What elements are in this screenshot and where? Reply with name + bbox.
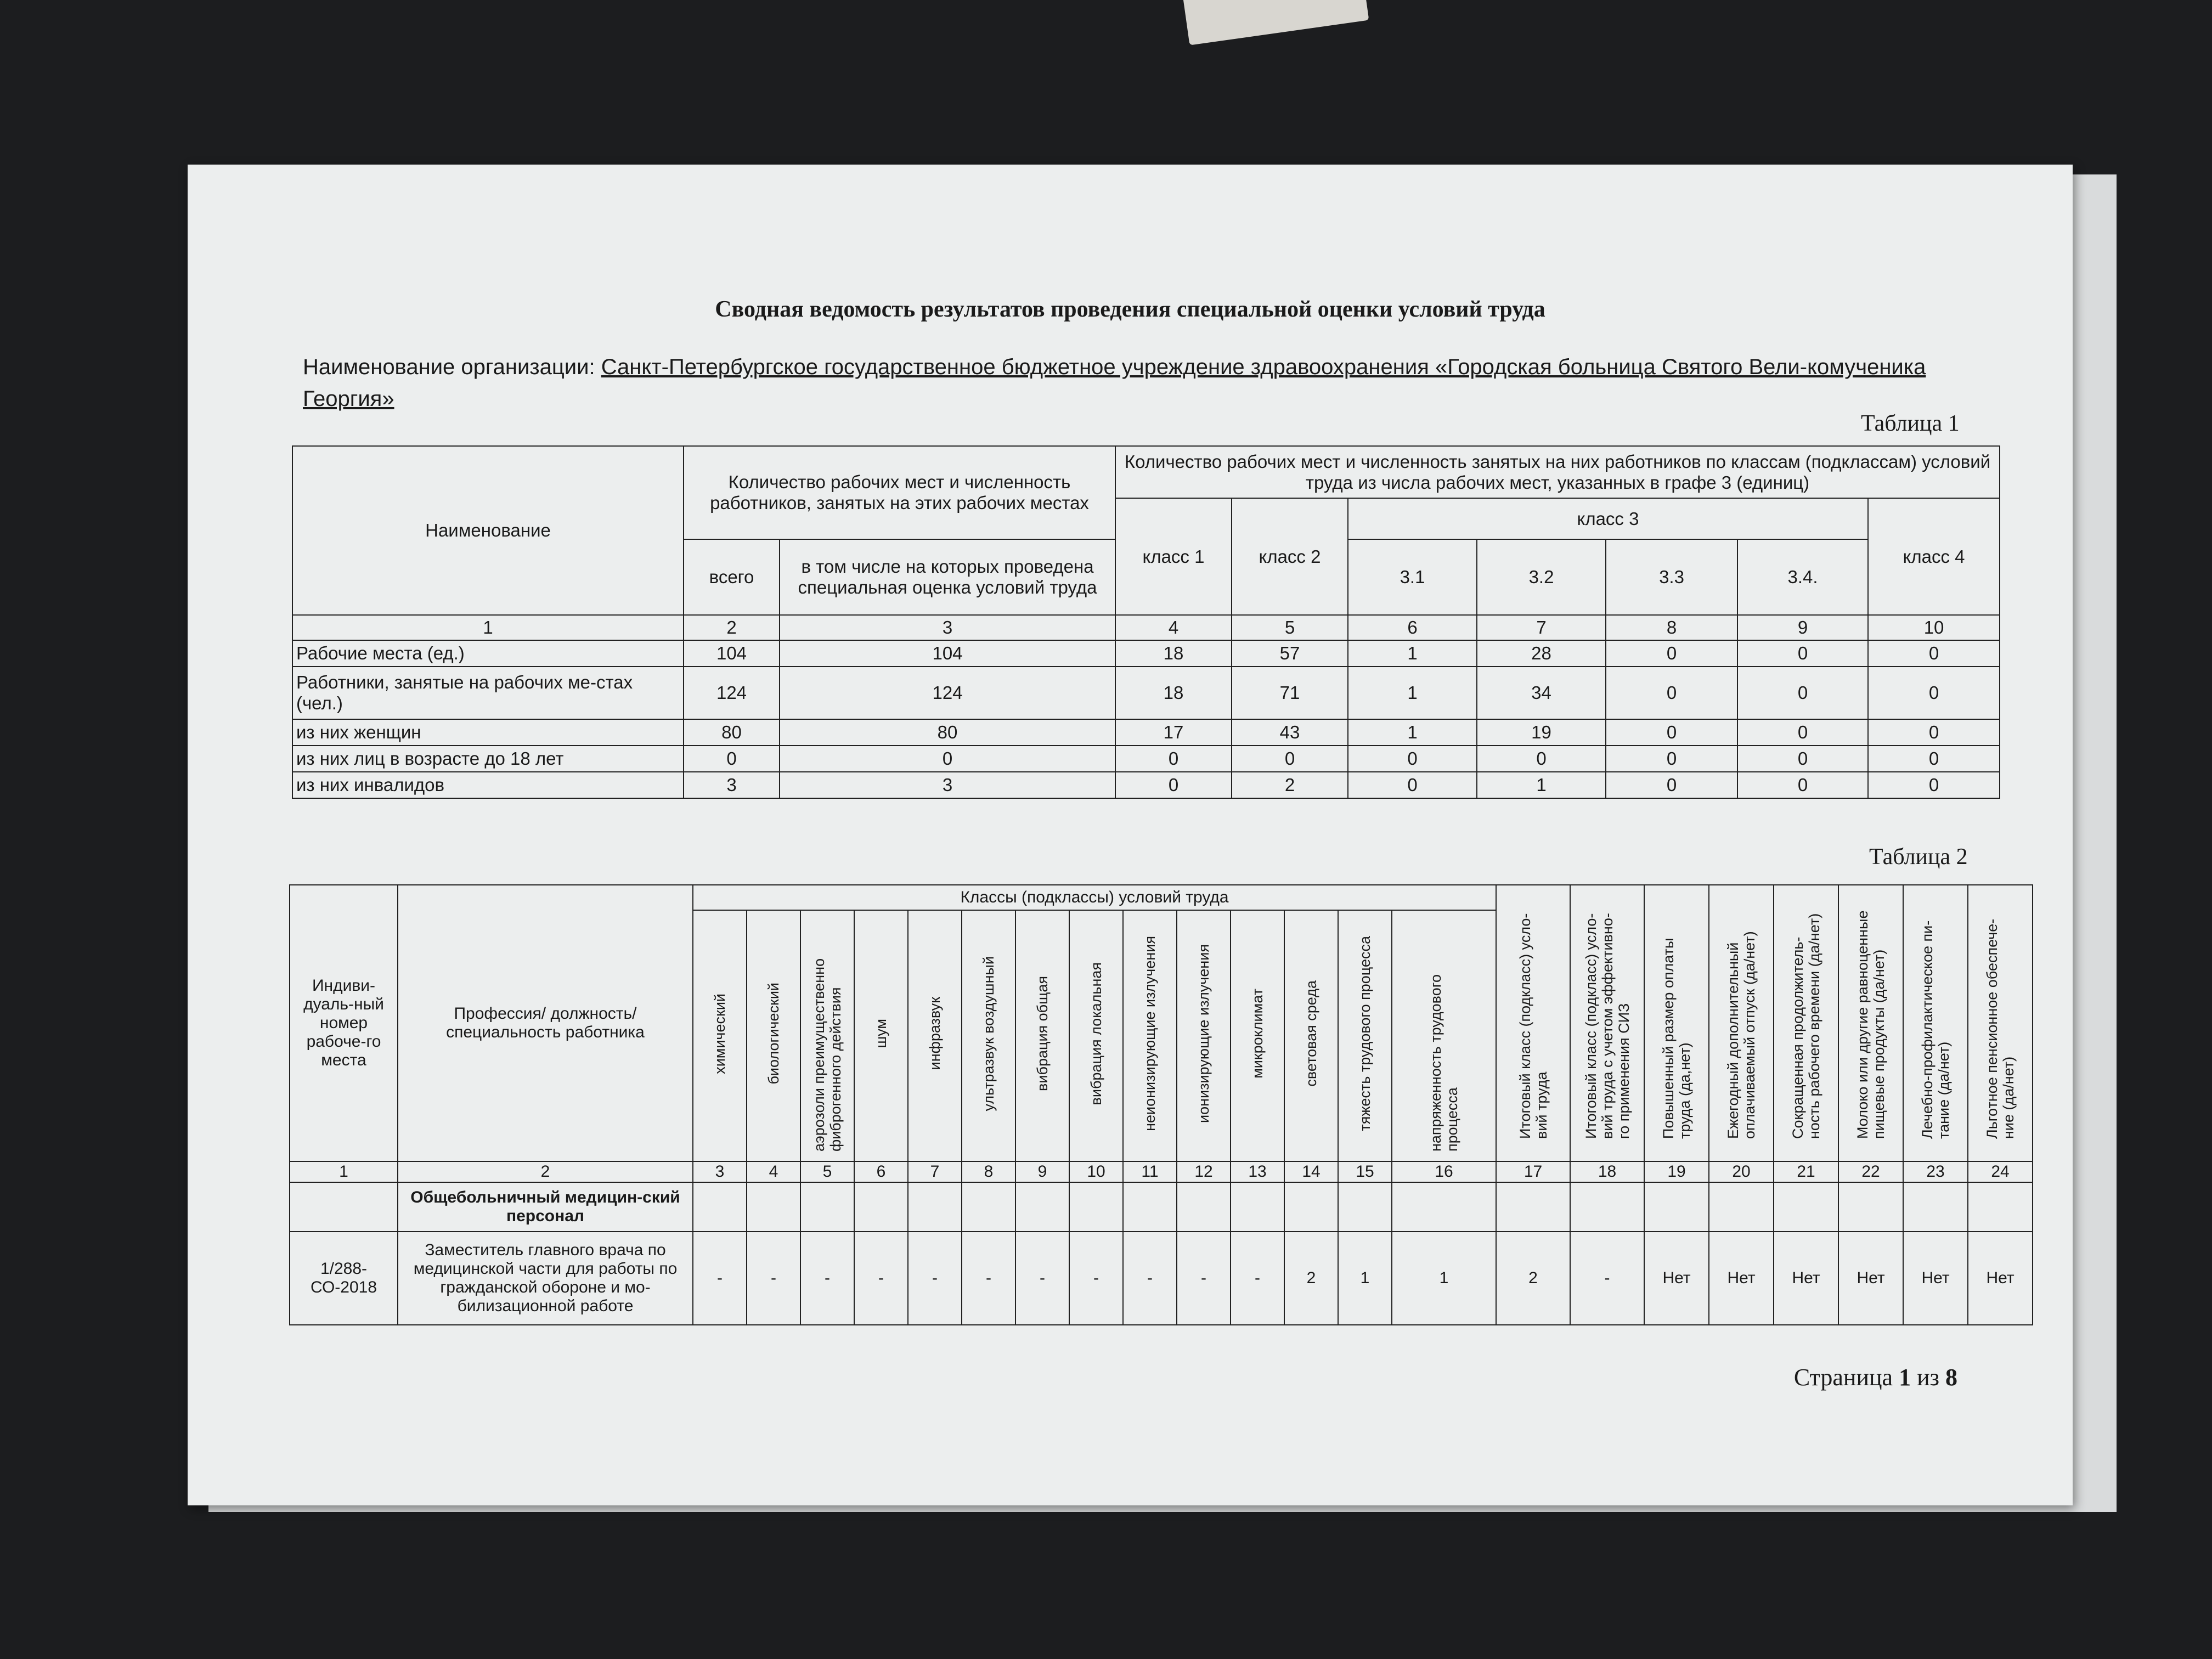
cell: 0 xyxy=(684,746,780,772)
cell: 0 xyxy=(1606,772,1737,798)
t2-colnum: 24 xyxy=(1968,1161,2033,1182)
cell: 0 xyxy=(1348,772,1477,798)
cell: 0 xyxy=(1737,667,1868,719)
t1-colnum: 10 xyxy=(1868,615,2000,640)
row-label: из них женщин xyxy=(292,719,684,746)
cell: 71 xyxy=(1232,667,1348,719)
t1-header-class2: класс 2 xyxy=(1232,498,1348,615)
cell: 0 xyxy=(1606,719,1737,746)
t2-header-id: Индиви-дуаль-ный номер рабоче-го места xyxy=(290,885,398,1161)
cell: 57 xyxy=(1232,640,1348,667)
t1-header-classes: Количество рабочих мест и численность занятых на них работников по классам (подклассам) условий труда из числа рабочих мест, указанных в графе 3 (единиц) xyxy=(1115,446,2000,498)
t1-colnum: 4 xyxy=(1115,615,1232,640)
document-page xyxy=(188,165,2073,1505)
t2-vheader: Повышенный размер оплаты труда (да,нет) xyxy=(1660,938,1694,1139)
table-row xyxy=(290,1232,2033,1325)
t2-colnum: 12 xyxy=(1177,1161,1231,1182)
cell: 0 xyxy=(1606,667,1737,719)
t2-vheader: микроклимат xyxy=(1249,989,1266,1079)
t2-vheader: Итоговый класс (подкласс) усло-вий труда с учетом эффективно-го применения СИЗ xyxy=(1582,913,1632,1139)
organization-line xyxy=(303,351,1982,415)
cell: 124 xyxy=(684,667,780,719)
t2-colnum: 11 xyxy=(1123,1161,1177,1182)
t1-header-3-2: 3.2 xyxy=(1477,539,1606,615)
cell: 0 xyxy=(1606,640,1737,667)
cell: - xyxy=(1177,1232,1231,1325)
t1-colnum: 8 xyxy=(1606,615,1737,640)
cell: - xyxy=(854,1232,908,1325)
t1-colnum: 5 xyxy=(1232,615,1348,640)
t2-vheader: шум xyxy=(873,1019,889,1048)
table-row xyxy=(292,667,2000,719)
cell: Нет xyxy=(1838,1232,1903,1325)
summary-table xyxy=(292,445,2000,799)
t1-header-3-3: 3.3 xyxy=(1606,539,1737,615)
cell: 0 xyxy=(1115,772,1232,798)
cell: - xyxy=(1570,1232,1644,1325)
t2-vheader: Сокращенная продолжитель-ность рабочего времени (да/нет) xyxy=(1790,913,1823,1139)
cell: 80 xyxy=(780,719,1115,746)
cell: 0 xyxy=(1868,746,2000,772)
t1-header-total: всего xyxy=(684,539,780,615)
cell: Нет xyxy=(1709,1232,1774,1325)
cell: 0 xyxy=(1232,746,1348,772)
t2-colnum: 17 xyxy=(1496,1161,1570,1182)
cell: 34 xyxy=(1477,667,1606,719)
t2-colnum: 1 xyxy=(290,1161,398,1182)
t2-colnum: 14 xyxy=(1284,1161,1338,1182)
t2-vheader: тяжесть трудового процесса xyxy=(1357,936,1373,1131)
t2-vheader: вибрация локальная xyxy=(1088,962,1104,1105)
t1-column-numbers xyxy=(292,615,2000,640)
workplace-table xyxy=(289,884,2033,1325)
row-label: Работники, занятые на рабочих ме-стах (чел.) xyxy=(292,667,684,719)
t2-colnum: 3 xyxy=(693,1161,747,1182)
cell: 0 xyxy=(1737,772,1868,798)
t2-colnum: 8 xyxy=(962,1161,1015,1182)
section-title: Общебольничный медицин-ский персонал xyxy=(398,1182,693,1232)
t1-header-3-4: 3.4. xyxy=(1737,539,1868,615)
t2-colnum: 15 xyxy=(1338,1161,1392,1182)
cell: 1 xyxy=(1348,640,1477,667)
page-prefix: Страница xyxy=(1793,1364,1893,1391)
t1-colnum: 1 xyxy=(292,615,684,640)
t1-header-class4: класс 4 xyxy=(1868,498,2000,615)
cell: 2 xyxy=(1496,1232,1570,1325)
t1-colnum: 6 xyxy=(1348,615,1477,640)
cell: 0 xyxy=(1868,772,2000,798)
cell: 1 xyxy=(1338,1232,1392,1325)
cell: 0 xyxy=(780,746,1115,772)
t2-header-classes: Классы (подклассы) условий труда xyxy=(693,885,1496,910)
cell: Нет xyxy=(1774,1232,1838,1325)
t2-header-profession: Профессия/ должность/ специальность работника xyxy=(398,885,693,1161)
paper-scrap xyxy=(1182,0,1369,45)
cell: - xyxy=(1123,1232,1177,1325)
table-row xyxy=(292,746,2000,772)
cell: Нет xyxy=(1968,1232,2033,1325)
row-label: Рабочие места (ед.) xyxy=(292,640,684,667)
document-title: Сводная ведомость результатов проведения специальной оценки условий труда xyxy=(715,297,1545,322)
page-counter xyxy=(1794,1363,1957,1391)
t2-vheader: аэрозоли преимущественно фиброгенного действия xyxy=(811,958,844,1152)
cell: - xyxy=(908,1232,962,1325)
cell: 2 xyxy=(1284,1232,1338,1325)
page-of: из xyxy=(1917,1364,1939,1391)
t2-vheader: Итоговый класс (подкласс) усло-вий труда xyxy=(1516,913,1550,1139)
cell: 43 xyxy=(1232,719,1348,746)
t2-colnum: 22 xyxy=(1838,1161,1903,1182)
t2-vheader: неионизирующие излучения xyxy=(1142,936,1158,1131)
cell: - xyxy=(693,1232,747,1325)
cell: 124 xyxy=(780,667,1115,719)
t2-colnum: 13 xyxy=(1231,1161,1284,1182)
cell: - xyxy=(962,1232,1015,1325)
cell: 0 xyxy=(1737,746,1868,772)
t1-header-name: Наименование xyxy=(292,446,684,615)
cell: 0 xyxy=(1868,667,2000,719)
profession: Заместитель главного врача по медицинской части для работы по гражданской обороне и мо-билизационной работе xyxy=(398,1232,693,1325)
organization-label: Наименование организации: xyxy=(303,355,595,379)
cell: - xyxy=(747,1232,800,1325)
cell: 1 xyxy=(1348,667,1477,719)
cell: 18 xyxy=(1115,667,1232,719)
cell: 1 xyxy=(1348,719,1477,746)
cell: 17 xyxy=(1115,719,1232,746)
t1-header-assessed: в том числе на которых проведена специальная оценка условий труда xyxy=(780,539,1115,615)
t2-vheader: Молоко или другие равноценные пищевые продукты (да/нет) xyxy=(1854,910,1888,1139)
cell: 2 xyxy=(1232,772,1348,798)
cell: - xyxy=(1015,1232,1069,1325)
t2-colnum: 6 xyxy=(854,1161,908,1182)
cell: - xyxy=(800,1232,854,1325)
t2-colnum: 7 xyxy=(908,1161,962,1182)
t2-vheader: ионизирующие излучения xyxy=(1195,944,1212,1123)
t2-vheader: химический xyxy=(712,993,728,1074)
section-row xyxy=(290,1182,2033,1232)
cell: 0 xyxy=(1737,640,1868,667)
t2-colnum: 19 xyxy=(1644,1161,1709,1182)
cell: 104 xyxy=(780,640,1115,667)
t1-colnum: 9 xyxy=(1737,615,1868,640)
page-number: 1 xyxy=(1899,1364,1911,1391)
t1-header-class1: класс 1 xyxy=(1115,498,1232,615)
row-label: из них лиц в возрасте до 18 лет xyxy=(292,746,684,772)
cell: 3 xyxy=(780,772,1115,798)
cell: Нет xyxy=(1644,1232,1709,1325)
page-total: 8 xyxy=(1945,1364,1957,1391)
cell: 3 xyxy=(684,772,780,798)
cell: 0 xyxy=(1477,746,1606,772)
t2-colnum: 18 xyxy=(1570,1161,1644,1182)
cell: - xyxy=(1069,1232,1123,1325)
organization-name: Санкт-Петербургское государственное бюджетное учреждение здравоохранения «Городская больница Святого Вели-комученика Георгия» xyxy=(303,355,1926,411)
cell: 0 xyxy=(1868,719,2000,746)
t2-colnum: 2 xyxy=(398,1161,693,1182)
t2-colnum: 9 xyxy=(1015,1161,1069,1182)
cell: 0 xyxy=(1737,719,1868,746)
t1-colnum: 3 xyxy=(780,615,1115,640)
cell: 18 xyxy=(1115,640,1232,667)
cell: 0 xyxy=(1868,640,2000,667)
t2-vheader: Ежегодный дополнительный оплачиваемый отпуск (да/нет) xyxy=(1725,931,1758,1139)
t1-colnum: 7 xyxy=(1477,615,1606,640)
row-label: из них инвалидов xyxy=(292,772,684,798)
t2-vheader: биологический xyxy=(765,983,782,1085)
table2-caption: Таблица 2 xyxy=(1869,844,1968,870)
t1-header-class3: класс 3 xyxy=(1348,498,1868,539)
t2-vheader: Льготное пенсионное обеспече-ние (да/нет) xyxy=(1984,918,2017,1139)
cell: 1 xyxy=(1477,772,1606,798)
t2-colnum: 10 xyxy=(1069,1161,1123,1182)
t2-colnum: 23 xyxy=(1903,1161,1968,1182)
t1-header-3-1: 3.1 xyxy=(1348,539,1477,615)
t2-vheader: Лечебно-профилактическое пи-тание (да/нет) xyxy=(1919,920,1953,1139)
cell: 19 xyxy=(1477,719,1606,746)
cell: 1 xyxy=(1392,1232,1496,1325)
cell: - xyxy=(1231,1232,1284,1325)
t1-header-count: Количество рабочих мест и численность работников, занятых на этих рабочих местах xyxy=(684,446,1115,539)
cell: 104 xyxy=(684,640,780,667)
t1-colnum: 2 xyxy=(684,615,780,640)
cell: 0 xyxy=(1606,746,1737,772)
t2-colnum: 5 xyxy=(800,1161,854,1182)
cell: 28 xyxy=(1477,640,1606,667)
cell: 0 xyxy=(1348,746,1477,772)
t2-vheader: ультразвук воздушный xyxy=(980,956,997,1111)
cell: Нет xyxy=(1903,1232,1968,1325)
table-row xyxy=(292,719,2000,746)
t2-colnum: 20 xyxy=(1709,1161,1774,1182)
t2-vheader: вибрация общая xyxy=(1034,976,1051,1091)
workplace-id: 1/288-СО-2018 xyxy=(290,1232,398,1325)
t2-colnum: 21 xyxy=(1774,1161,1838,1182)
table1-caption: Таблица 1 xyxy=(1861,411,1960,436)
t2-vheader: напряженность трудового процесса xyxy=(1427,974,1460,1152)
cell: 80 xyxy=(684,719,780,746)
table-row xyxy=(292,640,2000,667)
table-row xyxy=(292,772,2000,798)
t2-colnum: 4 xyxy=(747,1161,800,1182)
t2-vheader: инфразвук xyxy=(927,997,943,1070)
t2-colnum: 16 xyxy=(1392,1161,1496,1182)
t2-column-numbers xyxy=(290,1161,2033,1182)
cell: 0 xyxy=(1115,746,1232,772)
t2-vheader: световая среда xyxy=(1303,980,1319,1087)
